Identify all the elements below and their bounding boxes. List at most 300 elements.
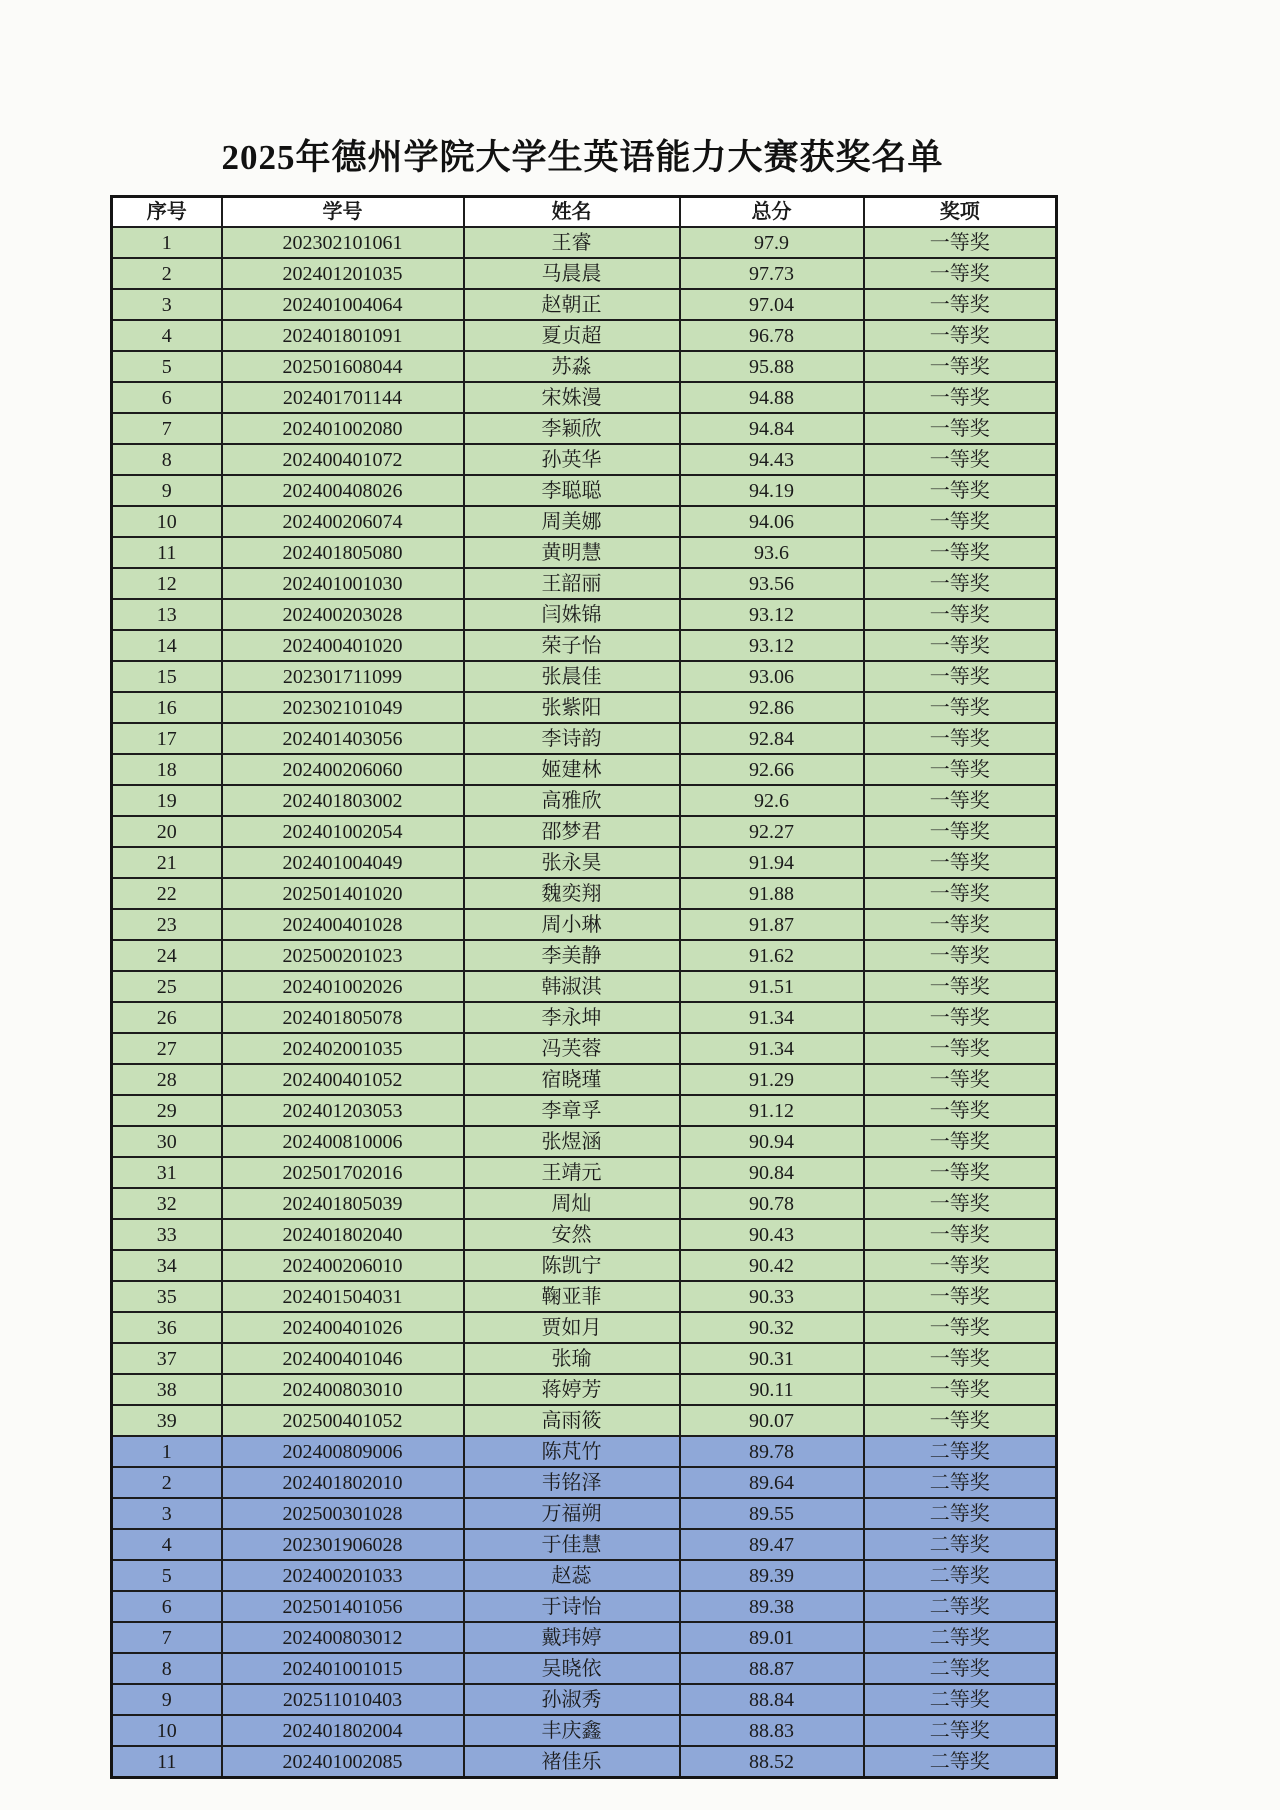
table-row: [112, 754, 1057, 785]
table-cell: 202401004049: [222, 847, 464, 878]
table-row: [112, 351, 1057, 382]
table-cell: 202401001015: [222, 1653, 464, 1684]
table-cell: 丰庆鑫: [464, 1715, 680, 1746]
table-row: [112, 1653, 1057, 1684]
table-body: [112, 227, 1057, 1778]
table-cell: 冯芙蓉: [464, 1033, 680, 1064]
table-cell: 90.42: [680, 1250, 864, 1281]
table-cell: 30: [112, 1126, 222, 1157]
table-cell: 202302101049: [222, 692, 464, 723]
table-cell: 于诗怡: [464, 1591, 680, 1622]
table-cell: 3: [112, 1498, 222, 1529]
table-row: [112, 940, 1057, 971]
table-cell: 94.84: [680, 413, 864, 444]
table-row: [112, 1095, 1057, 1126]
table-cell: 202400401072: [222, 444, 464, 475]
table-cell: 202401805078: [222, 1002, 464, 1033]
table-cell: 27: [112, 1033, 222, 1064]
table-cell: 6: [112, 1591, 222, 1622]
table-cell: 18: [112, 754, 222, 785]
table-cell: 202401504031: [222, 1281, 464, 1312]
table-cell: 一等奖: [864, 227, 1057, 258]
table-row: [112, 537, 1057, 568]
table-cell: 一等奖: [864, 599, 1057, 630]
table-cell: 一等奖: [864, 661, 1057, 692]
table-cell: 32: [112, 1188, 222, 1219]
table-cell: 张煜涵: [464, 1126, 680, 1157]
table-cell: 202401805080: [222, 537, 464, 568]
table-cell: 宋姝漫: [464, 382, 680, 413]
table-cell: 一等奖: [864, 475, 1057, 506]
table-cell: 88.87: [680, 1653, 864, 1684]
table-cell: 二等奖: [864, 1560, 1057, 1591]
table-cell: 一等奖: [864, 630, 1057, 661]
table-cell: 高雨筱: [464, 1405, 680, 1436]
table-cell: 9: [112, 475, 222, 506]
table-cell: 李永坤: [464, 1002, 680, 1033]
table-cell: 马晨晨: [464, 258, 680, 289]
table-cell: 戴玮婷: [464, 1622, 680, 1653]
table-cell: 89.39: [680, 1560, 864, 1591]
table-cell: 89.01: [680, 1622, 864, 1653]
table-cell: 周小琳: [464, 909, 680, 940]
table-cell: 202501401020: [222, 878, 464, 909]
table-cell: 202400203028: [222, 599, 464, 630]
table-cell: 高雅欣: [464, 785, 680, 816]
table-cell: 11: [112, 1746, 222, 1778]
table-cell: 202401802010: [222, 1467, 464, 1498]
table-cell: 周灿: [464, 1188, 680, 1219]
table-cell: 二等奖: [864, 1467, 1057, 1498]
table-cell: 202401004064: [222, 289, 464, 320]
table-cell: 93.06: [680, 661, 864, 692]
table-cell: 王靖元: [464, 1157, 680, 1188]
table-cell: 202401803002: [222, 785, 464, 816]
table-cell: 96.78: [680, 320, 864, 351]
table-row: [112, 630, 1057, 661]
table-cell: 202501608044: [222, 351, 464, 382]
table-cell: 一等奖: [864, 289, 1057, 320]
table-cell: 1: [112, 1436, 222, 1467]
table-row: [112, 1591, 1057, 1622]
table-row: [112, 413, 1057, 444]
table-cell: 202401002080: [222, 413, 464, 444]
table-cell: 91.94: [680, 847, 864, 878]
table-cell: 一等奖: [864, 1343, 1057, 1374]
table-cell: 17: [112, 723, 222, 754]
table-cell: 12: [112, 568, 222, 599]
table-cell: 二等奖: [864, 1622, 1057, 1653]
table-cell: 一等奖: [864, 816, 1057, 847]
table-cell: 22: [112, 878, 222, 909]
column-header: 奖项: [864, 197, 1057, 228]
table-cell: 李章孚: [464, 1095, 680, 1126]
table-cell: 20: [112, 816, 222, 847]
table-row: [112, 878, 1057, 909]
table-cell: 一等奖: [864, 537, 1057, 568]
table-row: [112, 785, 1057, 816]
table-cell: 5: [112, 351, 222, 382]
table-cell: 92.86: [680, 692, 864, 723]
table-row: [112, 1529, 1057, 1560]
table-row: [112, 1436, 1057, 1467]
table-cell: 89.55: [680, 1498, 864, 1529]
table-cell: 202400401052: [222, 1064, 464, 1095]
table-cell: 202400206074: [222, 506, 464, 537]
table-cell: 一等奖: [864, 444, 1057, 475]
table-cell: 6: [112, 382, 222, 413]
table-cell: 24: [112, 940, 222, 971]
table-row: [112, 1157, 1057, 1188]
table-cell: 202401403056: [222, 723, 464, 754]
table-cell: 魏奕翔: [464, 878, 680, 909]
table-cell: 二等奖: [864, 1715, 1057, 1746]
table-cell: 202401203053: [222, 1095, 464, 1126]
column-header: 总分: [680, 197, 864, 228]
table-cell: 202401201035: [222, 258, 464, 289]
table-cell: 陈凯宁: [464, 1250, 680, 1281]
table-cell: 李聪聪: [464, 475, 680, 506]
table-row: [112, 1467, 1057, 1498]
table-cell: 91.88: [680, 878, 864, 909]
table-cell: 黄明慧: [464, 537, 680, 568]
table-row: [112, 816, 1057, 847]
table-cell: 202500301028: [222, 1498, 464, 1529]
table-cell: 39: [112, 1405, 222, 1436]
table-cell: 23: [112, 909, 222, 940]
table-cell: 202511010403: [222, 1684, 464, 1715]
table-row: [112, 1033, 1057, 1064]
table-cell: 一等奖: [864, 1188, 1057, 1219]
table-cell: 91.12: [680, 1095, 864, 1126]
table-row: [112, 1715, 1057, 1746]
table-cell: 202400401020: [222, 630, 464, 661]
table-cell: 二等奖: [864, 1684, 1057, 1715]
table-cell: 鞠亚菲: [464, 1281, 680, 1312]
table-row: [112, 1126, 1057, 1157]
table-cell: 89.64: [680, 1467, 864, 1498]
table-cell: 一等奖: [864, 351, 1057, 382]
table-cell: 张晨佳: [464, 661, 680, 692]
table-cell: 一等奖: [864, 1374, 1057, 1405]
table-cell: 95.88: [680, 351, 864, 382]
table-cell: 吴晓依: [464, 1653, 680, 1684]
table-cell: 202501401056: [222, 1591, 464, 1622]
table-row: [112, 506, 1057, 537]
table-cell: 93.12: [680, 630, 864, 661]
table-row: [112, 227, 1057, 258]
table-cell: 92.27: [680, 816, 864, 847]
table-row: [112, 1188, 1057, 1219]
table-cell: 张紫阳: [464, 692, 680, 723]
table-header-row: [112, 197, 1057, 228]
table-cell: 91.62: [680, 940, 864, 971]
table-cell: 安然: [464, 1219, 680, 1250]
table-cell: 94.06: [680, 506, 864, 537]
table-cell: 一等奖: [864, 258, 1057, 289]
table-cell: 202400809006: [222, 1436, 464, 1467]
table-cell: 4: [112, 1529, 222, 1560]
table-cell: 19: [112, 785, 222, 816]
table-cell: 二等奖: [864, 1653, 1057, 1684]
table-cell: 贾如月: [464, 1312, 680, 1343]
table-cell: 202501702016: [222, 1157, 464, 1188]
table-cell: 一等奖: [864, 506, 1057, 537]
table-cell: 202400408026: [222, 475, 464, 506]
table-cell: 8: [112, 444, 222, 475]
table-cell: 202401701144: [222, 382, 464, 413]
table-cell: 荣子怡: [464, 630, 680, 661]
table-cell: 90.84: [680, 1157, 864, 1188]
table-row: [112, 1560, 1057, 1591]
table-cell: 202401801091: [222, 320, 464, 351]
page-title: 2025年德州学院大学生英语能力大赛获奖名单: [221, 138, 944, 177]
table-cell: 一等奖: [864, 1095, 1057, 1126]
table-cell: 赵朝正: [464, 289, 680, 320]
table-cell: 89.38: [680, 1591, 864, 1622]
table-cell: 202400401028: [222, 909, 464, 940]
table-cell: 8: [112, 1653, 222, 1684]
table-cell: 李颖欣: [464, 413, 680, 444]
table-row: [112, 599, 1057, 630]
table-cell: 一等奖: [864, 1281, 1057, 1312]
column-header: 姓名: [464, 197, 680, 228]
table-cell: 202500401052: [222, 1405, 464, 1436]
table-cell: 25: [112, 971, 222, 1002]
table-cell: 202400401046: [222, 1343, 464, 1374]
table-cell: 万福朔: [464, 1498, 680, 1529]
table-row: [112, 320, 1057, 351]
table-cell: 10: [112, 506, 222, 537]
table-cell: 28: [112, 1064, 222, 1095]
table-cell: 35: [112, 1281, 222, 1312]
table-cell: 褚佳乐: [464, 1746, 680, 1778]
table-cell: 36: [112, 1312, 222, 1343]
table-row: [112, 1064, 1057, 1095]
table-cell: 202400206010: [222, 1250, 464, 1281]
table-row: [112, 971, 1057, 1002]
table-cell: 202401802004: [222, 1715, 464, 1746]
table-cell: 90.33: [680, 1281, 864, 1312]
table-cell: 韦铭泽: [464, 1467, 680, 1498]
table-row: [112, 1343, 1057, 1374]
table-cell: 7: [112, 413, 222, 444]
table-cell: 91.87: [680, 909, 864, 940]
table-cell: 93.12: [680, 599, 864, 630]
table-cell: 202401802040: [222, 1219, 464, 1250]
table-cell: 13: [112, 599, 222, 630]
table-cell: 二等奖: [864, 1498, 1057, 1529]
table-row: [112, 1002, 1057, 1033]
table-cell: 10: [112, 1715, 222, 1746]
table-row: [112, 1684, 1057, 1715]
table-cell: 二等奖: [864, 1436, 1057, 1467]
table-row: [112, 382, 1057, 413]
table-cell: 92.84: [680, 723, 864, 754]
table-row: [112, 909, 1057, 940]
table-cell: 宿晓瑾: [464, 1064, 680, 1095]
table-cell: 蒋婷芳: [464, 1374, 680, 1405]
table-cell: 94.88: [680, 382, 864, 413]
table-row: [112, 289, 1057, 320]
table-cell: 二等奖: [864, 1746, 1057, 1778]
table-row: [112, 1281, 1057, 1312]
table-row: [112, 1374, 1057, 1405]
table-cell: 韩淑淇: [464, 971, 680, 1002]
table-header: [112, 197, 1057, 228]
table-cell: 赵蕊: [464, 1560, 680, 1591]
table-cell: 一等奖: [864, 1405, 1057, 1436]
table-row: [112, 847, 1057, 878]
table-row: [112, 661, 1057, 692]
table-row: [112, 692, 1057, 723]
table-cell: 二等奖: [864, 1591, 1057, 1622]
table-cell: 202500201023: [222, 940, 464, 971]
table-cell: 37: [112, 1343, 222, 1374]
table-cell: 一等奖: [864, 754, 1057, 785]
table-row: [112, 1405, 1057, 1436]
table-cell: 29: [112, 1095, 222, 1126]
table-row: [112, 1622, 1057, 1653]
table-row: [112, 1250, 1057, 1281]
table-cell: 202400803010: [222, 1374, 464, 1405]
table-cell: 二等奖: [864, 1529, 1057, 1560]
table-cell: 202401002085: [222, 1746, 464, 1778]
table-cell: 97.73: [680, 258, 864, 289]
table-cell: 一等奖: [864, 1157, 1057, 1188]
awards-table: [110, 195, 1058, 1779]
table-cell: 一等奖: [864, 382, 1057, 413]
column-header: 学号: [222, 197, 464, 228]
table-row: [112, 1312, 1057, 1343]
table-cell: 202401805039: [222, 1188, 464, 1219]
table-cell: 88.52: [680, 1746, 864, 1778]
table-cell: 张瑜: [464, 1343, 680, 1374]
table-cell: 于佳慧: [464, 1529, 680, 1560]
table-cell: 15: [112, 661, 222, 692]
table-row: [112, 723, 1057, 754]
table-cell: 一等奖: [864, 568, 1057, 599]
table-cell: 陈芃竹: [464, 1436, 680, 1467]
table-cell: 202301711099: [222, 661, 464, 692]
table-cell: 202401002026: [222, 971, 464, 1002]
table-cell: 202402001035: [222, 1033, 464, 1064]
table-cell: 11: [112, 537, 222, 568]
table-cell: 一等奖: [864, 1250, 1057, 1281]
table-cell: 2: [112, 1467, 222, 1498]
table-cell: 16: [112, 692, 222, 723]
table-cell: 90.07: [680, 1405, 864, 1436]
table-cell: 孙淑秀: [464, 1684, 680, 1715]
table-cell: 90.78: [680, 1188, 864, 1219]
table-cell: 9: [112, 1684, 222, 1715]
table-cell: 一等奖: [864, 785, 1057, 816]
table-cell: 一等奖: [864, 723, 1057, 754]
table-cell: 202301906028: [222, 1529, 464, 1560]
table-cell: 一等奖: [864, 1126, 1057, 1157]
table-cell: 92.66: [680, 754, 864, 785]
table-row: [112, 1498, 1057, 1529]
table-cell: 93.6: [680, 537, 864, 568]
table-cell: 苏淼: [464, 351, 680, 382]
table-cell: 王韶丽: [464, 568, 680, 599]
table-cell: 一等奖: [864, 413, 1057, 444]
table-cell: 孙英华: [464, 444, 680, 475]
table-cell: 88.83: [680, 1715, 864, 1746]
table-cell: 夏贞超: [464, 320, 680, 351]
table-cell: 一等奖: [864, 692, 1057, 723]
table-cell: 31: [112, 1157, 222, 1188]
table-cell: 一等奖: [864, 847, 1057, 878]
table-row: [112, 258, 1057, 289]
table-row: [112, 1746, 1057, 1778]
table-cell: 张永昊: [464, 847, 680, 878]
table-cell: 一等奖: [864, 320, 1057, 351]
table-cell: 89.47: [680, 1529, 864, 1560]
table-cell: 邵梦君: [464, 816, 680, 847]
table-cell: 4: [112, 320, 222, 351]
table-cell: 一等奖: [864, 940, 1057, 971]
table-cell: 33: [112, 1219, 222, 1250]
table-cell: 202400206060: [222, 754, 464, 785]
table-cell: 91.34: [680, 1002, 864, 1033]
table-row: [112, 444, 1057, 475]
table-cell: 97.04: [680, 289, 864, 320]
table-cell: 一等奖: [864, 909, 1057, 940]
table-cell: 202400401026: [222, 1312, 464, 1343]
table-cell: 202302101061: [222, 227, 464, 258]
table-cell: 闫姝锦: [464, 599, 680, 630]
table-row: [112, 568, 1057, 599]
table-cell: 2: [112, 258, 222, 289]
table-cell: 202401002054: [222, 816, 464, 847]
column-header: 序号: [112, 197, 222, 228]
table-cell: 94.19: [680, 475, 864, 506]
table-cell: 93.56: [680, 568, 864, 599]
table-cell: 91.51: [680, 971, 864, 1002]
table-cell: 90.31: [680, 1343, 864, 1374]
table-cell: 88.84: [680, 1684, 864, 1715]
table-cell: 38: [112, 1374, 222, 1405]
table-row: [112, 1219, 1057, 1250]
table-cell: 94.43: [680, 444, 864, 475]
table-cell: 202401001030: [222, 568, 464, 599]
table-cell: 3: [112, 289, 222, 320]
table-cell: 14: [112, 630, 222, 661]
table-cell: 90.11: [680, 1374, 864, 1405]
table-cell: 7: [112, 1622, 222, 1653]
table-cell: 92.6: [680, 785, 864, 816]
table-cell: 21: [112, 847, 222, 878]
table-cell: 90.94: [680, 1126, 864, 1157]
table-cell: 90.32: [680, 1312, 864, 1343]
table-cell: 王睿: [464, 227, 680, 258]
table-cell: 91.34: [680, 1033, 864, 1064]
table-cell: 一等奖: [864, 1219, 1057, 1250]
table-cell: 一等奖: [864, 1064, 1057, 1095]
table-cell: 90.43: [680, 1219, 864, 1250]
table-cell: 1: [112, 227, 222, 258]
table-cell: 97.9: [680, 227, 864, 258]
table-cell: 202400803012: [222, 1622, 464, 1653]
table-cell: 34: [112, 1250, 222, 1281]
table-row: [112, 475, 1057, 506]
table-cell: 202400201033: [222, 1560, 464, 1591]
table-cell: 91.29: [680, 1064, 864, 1095]
table-cell: 一等奖: [864, 971, 1057, 1002]
table-cell: 李美静: [464, 940, 680, 971]
table-cell: 一等奖: [864, 878, 1057, 909]
